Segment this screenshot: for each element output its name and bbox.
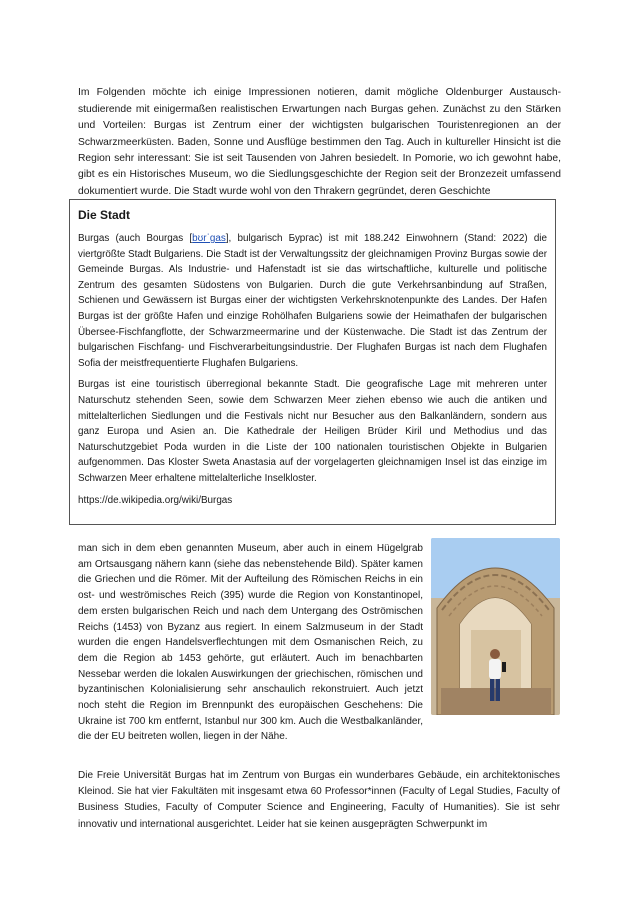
city-info-box <box>69 199 556 525</box>
box-paragraph-2: Burgas ist eine touristisch überregional bekannte Stadt. Die geografische Lage mit mehreren unter Naturschutz stehenden Seen, sowie dem Schwarzen Meer ziehen ebenso wie auch die antiken und mittelalterlichen Siedlungen und die Festivals nicht nur Besucher aus den Balkanländern, sondern aus ganz Europa und Asien an. Die Kathedrale der Heiligen Brüder Kiril und Methodius und das Naturschutzgebiet Poda wurden in die Liste der 100 nationalen touristischen Objekte in Bulgarien aufgenommen. Das Kloster Sweta Anastasia auf der vorgelagerten gleichnamigen Insel ist das einzige im Schwarzen Meer erhaltene mittelalterliche Inselkloster. <box>78 379 547 484</box>
box-p1-start: Burgas (auch Bourgas [ <box>78 233 193 244</box>
stone-arch-photo <box>431 538 560 715</box>
stone-arch-icon <box>431 538 560 715</box>
history-paragraph: man sich in dem eben genannten Museum, aber auch in einem Hügelgrab am Ortsausgang nähern kann (siehe das nebenstehende Bild). Später kamen die Griechen und die Römer. Mit der Aufteilung des Römischen Reichs in ein ost- und weströmisches Reich (395) wurde die Region von Konstantinopel, dem ersten bulgarischen Reich und nach dem Untergang des Oströmischen Reichs (1453) von Byzanz aus regiert. In einem Salzmuseum in der Stadt wurden die engen Handelsverflechtungen mit dem Osmanischen Reich, zu dem die Region ab 1453 gehörte, gut erläutert. Auch im benachbarten Nessebar werden die lokalen Auswirkungen der griechischen, römischen und byzantinischen Kolonialisierung sehr anschaulich rekonstruiert. Auch jetzt noch steht die Region im Brennpunkt des europäischen Geschehens: Die Ukraine ist 700 km entfernt, Istanbul nur 300 km. Auch die Westbalkanländer, die der EU beitreten wollen, liegen in der Nähe. <box>78 543 423 743</box>
box-title: Die Stadt <box>78 208 131 222</box>
university-paragraph: Die Freie Universität Burgas hat im Zentrum von Burgas ein wunderbares Gebäude, ein architektonisches Kleinod. Sie hat vier Fakultäten mit insgesamt etwa 60 Professor*innen (Faculty of Legal Studies, Faculty of Business Studies, Faculty of Computer Science and Engineering, Faculty of Humanities). Sie ist sehr innovativ und international ausgerichtet. Leider hat sie keinen ausgeprägten Schwerpunkt im <box>78 770 560 830</box>
source-url: https://de.wikipedia.org/wiki/Burgas <box>78 494 233 506</box>
box-paragraph-1 <box>78 231 547 371</box>
intro-paragraph: Im Folgenden möchte ich einige Impressionen notieren, damit mögliche Oldenburger Austauschstudierende mit einigermaßen realistischen Erwartungen nach Burgas gehen. Zunächst zu den Stärken und Vorteilen: Burgas ist Zentrum einer der wichtigsten bulgarischen Touristenregionen an der Schwarzmeerküsten. Baden, Sonne und Ausflüge bestimmen den Tag. Auch in kultureller Hinsicht ist die Region sehr interessant: Sie ist seit Tausenden von Jahren besiedelt. In Pomorie, wo ich gewohnt habe, gibt es ein Historisches Museum, wo die Siedlungsgeschichte der Region seit der Bronzezeit umfassend dokumentiert wurde. Die Stadt wurde wohl von den Thrakern gegründet, deren Geschichte <box>78 87 561 197</box>
ipa-pronunciation-link[interactable]: bʊrˈgas <box>192 233 226 244</box>
box-p1-rest: ], bulgarisch Бургас) ist mit 188.242 Einwohnern (Stand: 2022) die viertgrößte Stadt Bulgariens. Die Stadt ist der Verwaltungssitz der gleichnamigen Provinz Burgas sowie der Gemeinde Burgas. Als Industrie- und Hafenstadt ist sie das wirtschaftliche, kulturelle und politische Zentrum des gesamten Südostens von Bulgarien. Durch die gute Verkehrsanbindung auf Straßen, Schienen und Gewässern ist Burgas einer der wichtigsten Verkehrsknotenpunkte des Landes. Der Hafen Burgas ist der größte Hafen und einzige Rohölhafen Bulgariens sowie der Heimathafen der bulgarischen Übersee-Fischfangflotte, der Schwarzmeermarine und der Küstenwache. Die Stadt ist das Zentrum der bulgarischen Fischfang- und Fischverarbeitungsindustrie. Der Flughafen Burgas ist nach dem Flughafen Sofia der meistfrequentierte Flughafen Bulgariens. <box>78 233 547 369</box>
